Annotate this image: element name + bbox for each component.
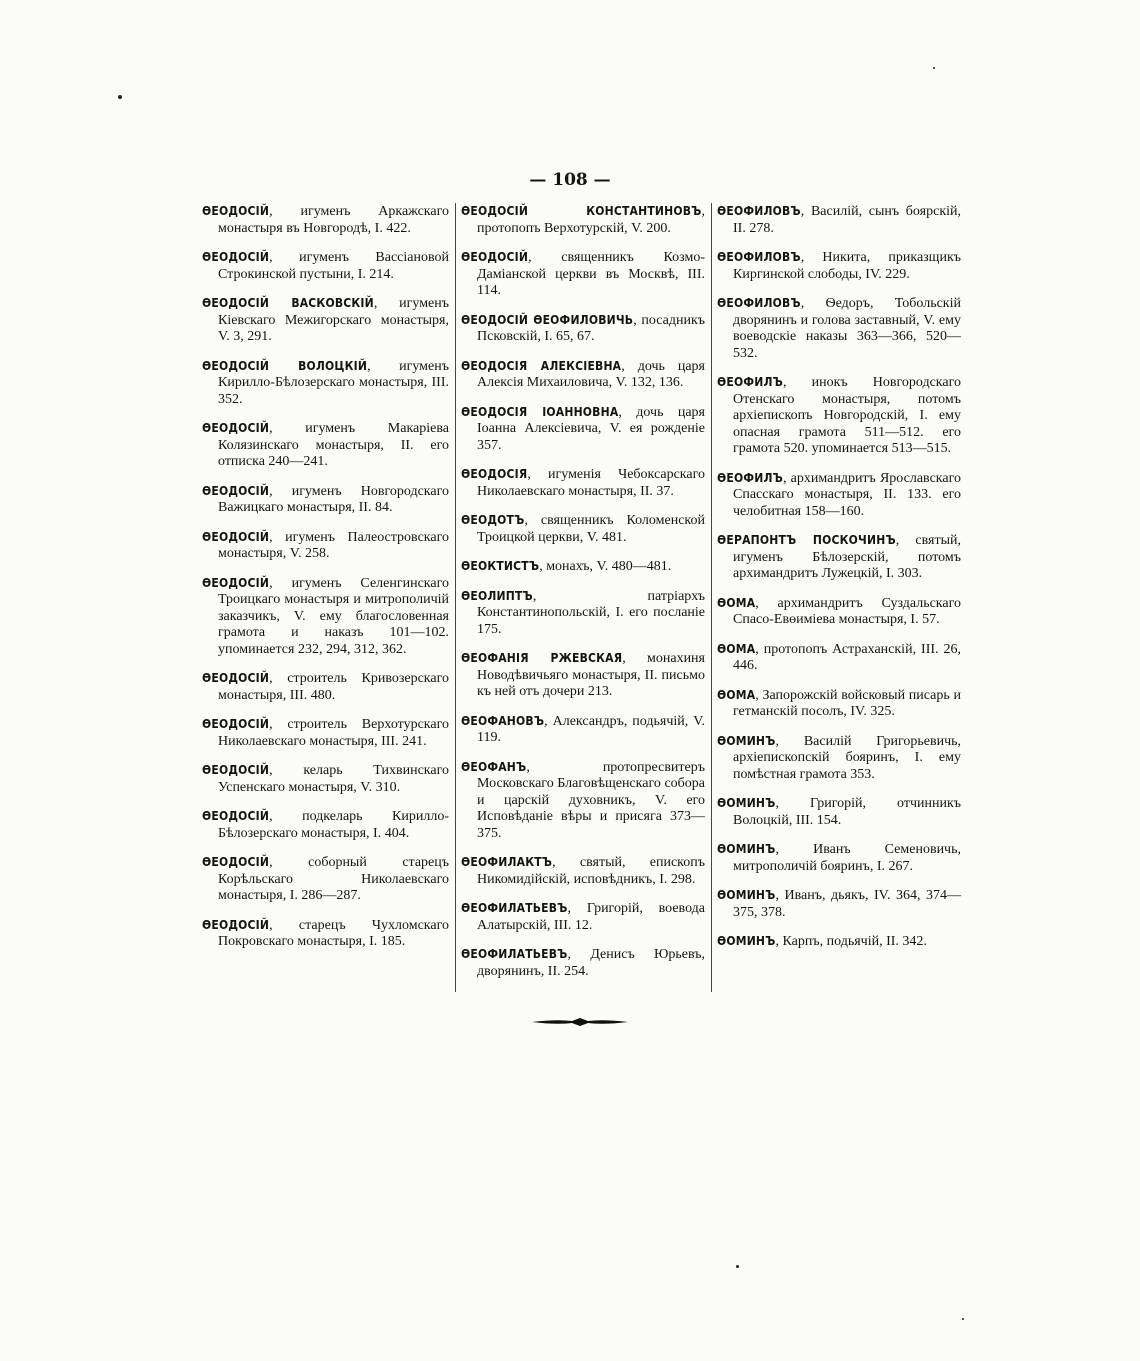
index-entry	[202, 575, 449, 659]
entry-text: , патріархъ Константинопольскій, I. его посланіе 175.	[477, 588, 705, 637]
index-entry	[202, 762, 449, 796]
entry-name: ѲОМИНЪ	[717, 796, 776, 810]
index-entry	[461, 512, 705, 546]
entry-name: ѲЕОФИЛОВЪ	[717, 296, 801, 310]
entry-name: ѲЕОДОСІЙ	[202, 763, 270, 777]
entry-text: , игуменъ Новгородскаго Важицкаго монастыря, II. 84.	[218, 483, 449, 515]
entry-text: , Запорожскій войсковый писарь и гетманскій посолъ, IV. 325.	[733, 687, 961, 719]
index-entry	[717, 795, 961, 829]
entry-name: ѲЕОДОСІЙ ВАСКОВСКІЙ	[202, 296, 374, 310]
entry-name: ѲЕОДОСІЙ ѲЕОФИЛОВИЧЬ	[461, 312, 634, 327]
column-right	[711, 203, 967, 992]
column-middle	[455, 203, 711, 992]
entry-name: ѲЕОФИЛЪ	[717, 375, 783, 389]
index-entry	[202, 917, 449, 951]
entry-text: , подкеларь Кирилло-Бѣлозерскаго монастыря, I. 404.	[218, 809, 449, 841]
entry-text: , Иванъ, дьякъ, IV. 364, 374—375, 378.	[733, 888, 961, 920]
index-entry	[461, 650, 705, 701]
index-entry	[461, 312, 705, 346]
index-entry	[461, 558, 705, 576]
entry-text: , Василій, сынъ боярскій, II. 278.	[733, 204, 961, 236]
entry-name: ѲЕОДОСІЙ	[202, 529, 270, 544]
entry-text: , Григорій, воевода Алатырскій, III. 12.	[477, 901, 705, 933]
entry-text: , священникъ Коломенской Троицкой церкви, V. 481.	[477, 513, 705, 545]
entry-text: , Иванъ Семеновичь, митрополичій бояринъ, I. 267.	[733, 842, 961, 874]
entry-name: ѲЕОДОТЪ	[461, 513, 525, 527]
entry-name: ѲЕОДОСІЙ	[202, 855, 270, 869]
speck-top-right	[933, 67, 935, 69]
index-entry	[717, 887, 961, 921]
entry-text: , дочь царя Іоанна Алексіевича, V. ея рожденіе 357.	[477, 404, 705, 453]
entry-name: ѲОМА	[717, 687, 756, 702]
entry-name: ѲЕОФИЛАКТЪ	[461, 855, 553, 869]
index-entry	[461, 203, 705, 237]
index-entry	[717, 203, 961, 237]
index-entry	[717, 470, 961, 521]
entry-name: ѲЕОДОСІЙ	[202, 483, 270, 498]
index-entry	[202, 249, 449, 283]
index-entry	[202, 670, 449, 704]
entry-text: , старецъ Чухломскаго Покровскаго монастыря, I. 185.	[218, 917, 449, 949]
entry-name: ѲЕОДОСІЙ	[202, 204, 270, 218]
entry-name: ѲЕОЛИПТЪ	[461, 588, 533, 603]
index-entry	[461, 249, 705, 300]
entry-text: , келарь Тихвинскаго Успенскаго монастыря, V. 310.	[218, 763, 449, 795]
index-entry	[461, 358, 705, 392]
entry-name: ѲОМИНЪ	[717, 842, 776, 856]
index-entry	[202, 808, 449, 842]
entry-name: ѲЕОФАНІЯ РЖЕВСКАЯ	[461, 651, 623, 665]
entry-text: , соборный старецъ Корѣльскаго Николаевскаго монастыря, I. 286—287.	[218, 855, 449, 903]
index-entry	[202, 483, 449, 517]
entry-text: , протопопъ Астраханскій, III. 26, 446.	[733, 641, 961, 673]
entry-name: ѲОМИНЪ	[717, 934, 776, 948]
index-entry	[717, 687, 961, 721]
index-entry	[202, 529, 449, 563]
entry-name: ѲЕОДОСІЙ	[202, 809, 270, 823]
index-entry	[717, 733, 961, 784]
index-entry	[461, 588, 705, 639]
entry-text: , Григорій, отчинникъ Волоцкій, III. 154.	[733, 796, 961, 828]
entry-text: , архимандритъ Суздальскаго Спасо-Евѳиміева монастыря, I. 57.	[733, 595, 961, 627]
entry-name: ѲОМА	[717, 641, 756, 656]
index-entry	[461, 466, 705, 500]
column-left	[199, 203, 455, 992]
entry-text: , священникъ Козмо-Даміанской церкви въ Москвѣ, III. 114.	[477, 250, 705, 298]
entry-text: , святый, епископъ Никомидійскій, исповѣдникъ, I. 298.	[477, 855, 705, 887]
index-entry	[202, 716, 449, 750]
entry-name: ѲЕОДОСІЙ	[202, 250, 270, 264]
speck-left	[118, 95, 122, 99]
entry-text: , протопресвитеръ Московскаго Благовѣщенскаго собора и царскій духовникъ, V. его Исповѣданіе вѣры и присяга 373—375.	[477, 759, 705, 841]
index-entry	[717, 595, 961, 629]
entry-text: , Александръ, подьячій, V. 119.	[477, 713, 705, 745]
entry-text: , монахиня Новодѣвичьяго монастыря, II. письмо къ ней отъ дочери 213.	[477, 651, 705, 699]
index-entry	[202, 358, 449, 409]
index-entry	[202, 295, 449, 346]
entry-name: ѲЕОФИЛОВЪ	[717, 204, 801, 218]
entry-name: ѲЕОФИЛОВЪ	[717, 250, 801, 264]
index-entry	[461, 404, 705, 455]
entry-name: ѲЕОФИЛЪ	[717, 470, 783, 485]
entry-text: , игуменія Чебоксарскаго Николаевскаго монастыря, II. 37.	[477, 467, 705, 499]
entry-name: ѲОМИНЪ	[717, 733, 776, 748]
entry-name: ѲЕОФИЛАТЬЕВЪ	[461, 901, 568, 915]
entry-text: , Карпъ, подьячій, II. 342.	[775, 934, 927, 949]
entry-name: ѲОМА	[717, 595, 756, 610]
entry-text: , игуменъ Кіевскаго Межигорскаго монастыря, V. 3, 291.	[218, 296, 449, 344]
index-entry	[202, 420, 449, 471]
index-entry	[717, 374, 961, 458]
entry-text: , святый, игуменъ Бѣлозерскій, потомъ архимандритъ Лужецкій, I. 303.	[733, 533, 961, 581]
entry-text: , инокъ Новгородскаго Отенскаго монастыря, потомъ архіепископъ Новгородскій, I. ему опасная грамота 511—512. его грамота 520. упоминается 513—515.	[733, 375, 961, 456]
index-entry	[717, 641, 961, 675]
index-entry	[461, 946, 705, 980]
entry-text: , посадникъ Псковскій, I. 65, 67.	[477, 312, 705, 344]
entry-name: ѲЕОДОСІЙ	[202, 421, 270, 435]
index-entry	[202, 854, 449, 905]
entry-text: , игуменъ Макаріева Колязинскаго монастыря, II. его отписка 240—241.	[218, 421, 449, 469]
entry-text: , монахъ, V. 480—481.	[539, 559, 672, 574]
entry-name: ѲОМИНЪ	[717, 888, 776, 902]
entry-text: , игуменъ Кирилло-Бѣлозерскаго монастыря, III. 352.	[218, 358, 449, 407]
index-entry	[717, 532, 961, 583]
entry-name: ѲЕОФАНЪ	[461, 759, 527, 774]
entry-text: , игуменъ Аркажскаго монастыря въ Новгородѣ, I. 422.	[218, 204, 449, 236]
entry-name: ѲЕРАПОНТЪ ПОСКОЧИНЪ	[717, 533, 896, 547]
index-entry	[717, 841, 961, 875]
entry-name: ѲЕОДОСІЯ АЛЕКСІЕВНА	[461, 358, 622, 373]
index-entry	[717, 249, 961, 283]
entry-name: ѲЕОКТИСТЪ	[461, 559, 540, 573]
index-columns	[199, 203, 967, 992]
entry-text: , Денисъ Юрьевъ, дворянинъ, II. 254.	[477, 947, 705, 979]
entry-name: ѲЕОДОСІЙ КОНСТАНТИНОВЪ	[461, 204, 702, 218]
index-entry	[717, 933, 961, 951]
index-entry	[461, 759, 705, 843]
entry-text: , Ѳедоръ, Тобольскій дворянинъ и голова заставный, V. ему воеводскіе наказы 363—366, 520—532.	[733, 296, 961, 361]
speck-bottom-corner	[962, 1318, 964, 1320]
index-entry	[717, 295, 961, 362]
index-entry	[461, 854, 705, 888]
entry-text: , архимандритъ Ярославскаго Спасскаго монастыря, II. 133. его челобитная 158—160.	[733, 470, 961, 519]
entry-text: , дочь царя Алексія Михаиловича, V. 132, 136.	[477, 358, 705, 390]
index-entry	[461, 900, 705, 934]
entry-name: ѲЕОДОСІЙ	[202, 671, 270, 685]
entry-text: , протопопъ Верхотурскій, V. 200.	[477, 204, 705, 236]
entry-text: , игуменъ Палеостровскаго монастыря, V. 258.	[218, 529, 449, 561]
page-number: — 108 —	[529, 170, 611, 190]
entry-name: ѲЕОФИЛАТЬЕВЪ	[461, 947, 568, 961]
entry-text: , Никита, приказщикъ Киргинской слободы, IV. 229.	[733, 250, 961, 282]
entry-text: , Василій Григорьевичь, архіепископскій бояринъ, I. ему помѣстная грамота 353.	[733, 733, 961, 782]
entry-name: ѲЕОДОСІЙ	[202, 717, 270, 731]
entry-name: ѲЕОДОСІЙ	[202, 575, 270, 590]
speck-bottom-right	[736, 1265, 739, 1268]
entry-text: , игуменъ Вассіановой Строкинской пустыни, I. 214.	[218, 250, 449, 282]
entry-name: ѲЕОДОСІЙ	[202, 917, 270, 932]
entry-name: ѲЕОДОСІЯ	[461, 467, 528, 481]
entry-name: ѲЕОДОСІЙ	[461, 250, 529, 264]
entry-text: , игуменъ Селенгинскаго Троицкаго монастыря и митрополичій заказчикъ, V. ему благословенная грамота и наказъ 101—102. упоминается 232, 294, 312, 362.	[218, 575, 449, 657]
entry-text: , строитель Верхотурскаго Николаевскаго монастыря, III. 241.	[218, 717, 449, 749]
index-entry	[202, 203, 449, 237]
index-entry	[461, 713, 705, 747]
entry-text: , строитель Кривозерскаго монастыря, III. 480.	[218, 671, 449, 703]
end-ornament	[532, 1015, 628, 1029]
entry-name: ѲЕОДОСІЙ ВОЛОЦКІЙ	[202, 358, 368, 373]
entry-name: ѲЕОДОСІЯ ІОАННОВНА	[461, 404, 619, 419]
entry-name: ѲЕОФАНОВЪ	[461, 713, 545, 728]
